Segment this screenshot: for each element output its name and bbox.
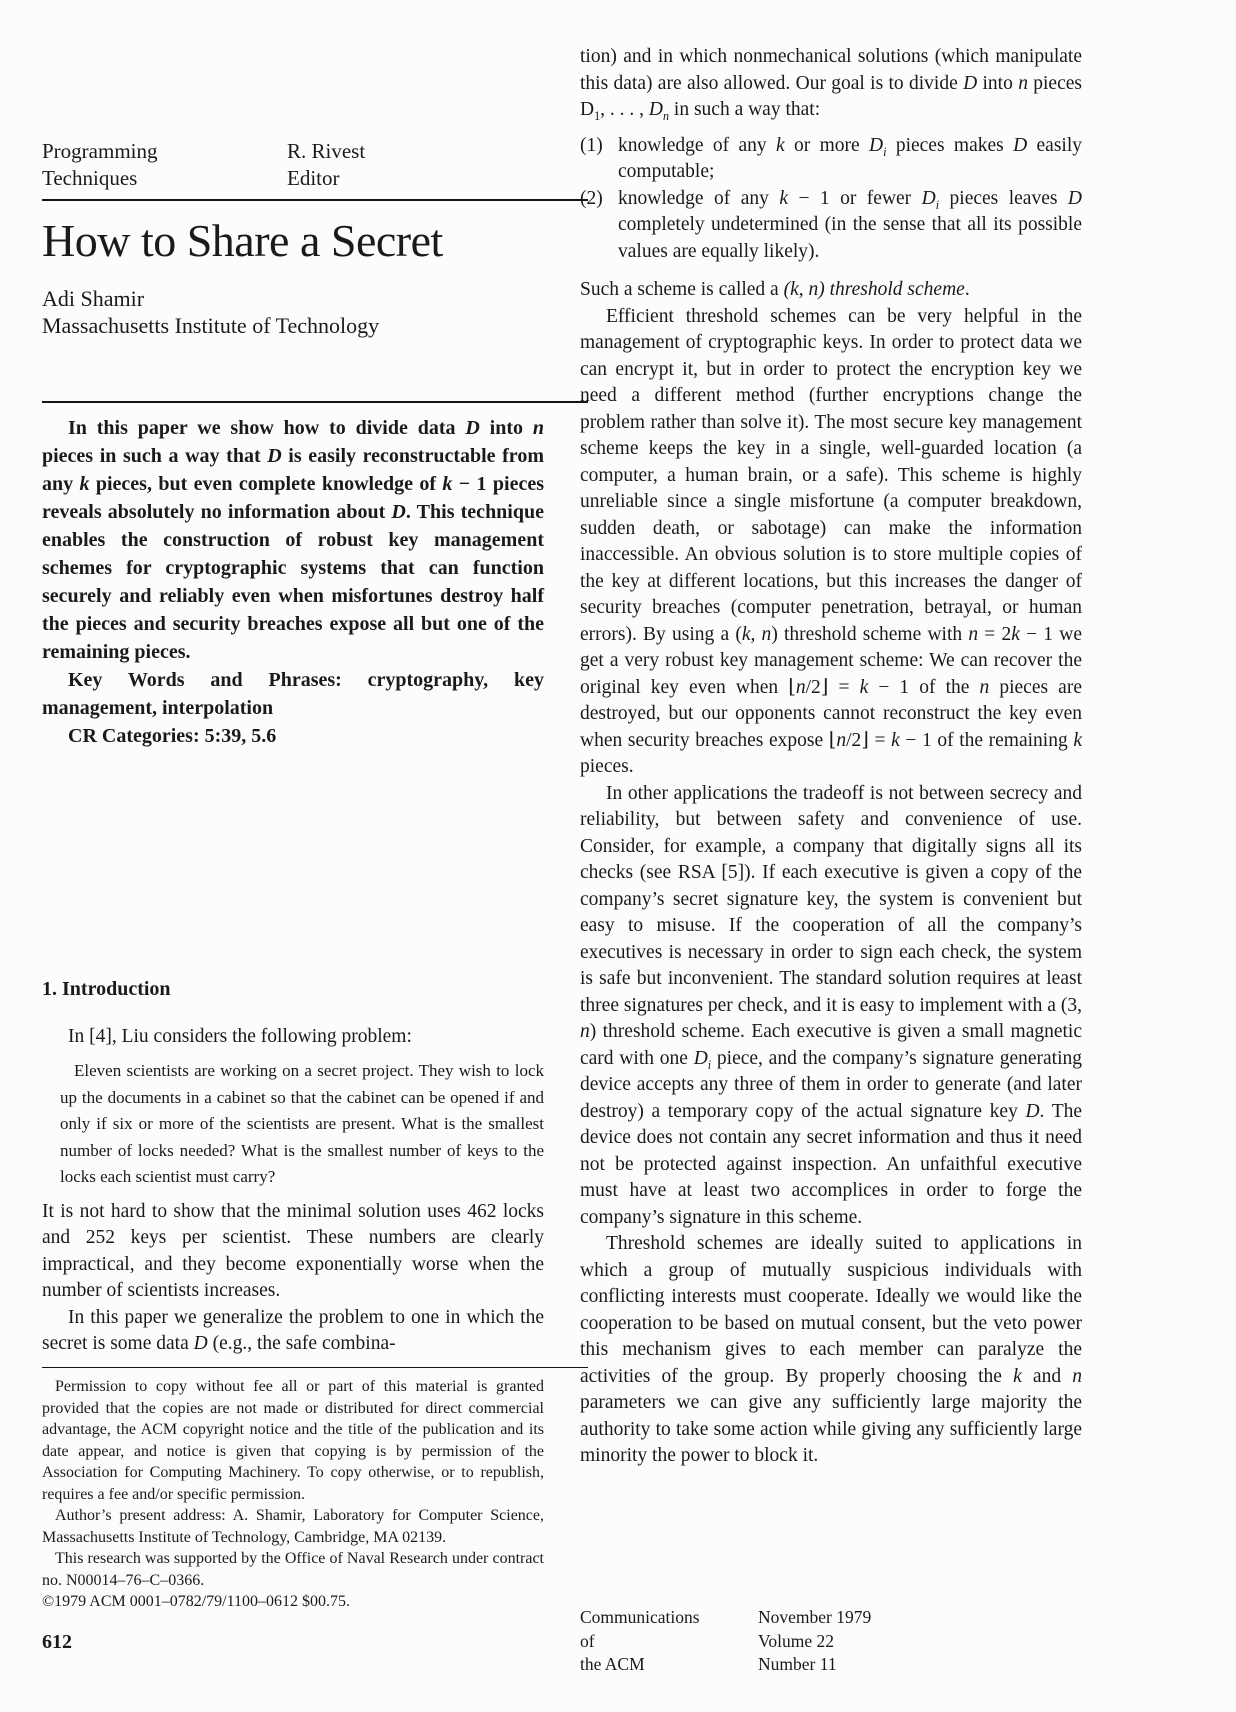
list-text-2: knowledge of any k − 1 or fewer $D_i$ pieces leaves D completely undetermined (in the sense that all its possible values are equally likely). bbox=[618, 187, 1082, 262]
paragraph-continuation: tion) and in which nonmechanical solutions (which manipulate this data) are also allowed. Our goal is to divide D into n pieces $D_1$, . . . , $D_n$ in such a way that: bbox=[580, 46, 1082, 123]
issue-info bbox=[758, 1606, 1082, 1677]
journal-name-line-3: the ACM bbox=[580, 1654, 645, 1674]
editor-name: R. Rivest bbox=[287, 139, 366, 163]
footnote-permission: Permission to copy without fee all or part of this material is granted provided that the copies are not made or distributed for direct commercial advantage, the ACM copyright notice and the title of the publication and its date appear, and notice is given that copying is by permission of the Association for Computing Machinery. To copy otherwise, or to republish, requires a fee and/or specific permission. bbox=[42, 1378, 544, 1503]
author-name: Adi Shamir bbox=[42, 285, 145, 311]
paper-title: How to Share a Secret bbox=[42, 215, 443, 266]
footnote-address: Author’s present address: A. Shamir, Laboratory for Computer Science, Massachusetts Institute of Technology, Cambridge, MA 02139. bbox=[42, 1507, 544, 1546]
header-rule bbox=[42, 199, 588, 201]
editor-credit bbox=[287, 138, 365, 192]
keywords-text: Key Words and Phrases: cryptography, key management, interpolation bbox=[42, 668, 544, 719]
paragraph-generalize: In this paper we generalize the problem to one in which the secret is some data D (e.g., the safe combina- bbox=[42, 1306, 544, 1355]
paragraph-other-applications: In other applications the tradeoff is not between secrecy and reliability, but between safety and convenience of use. Consider, for example, a company that digitally signs all its checks (see RSA [5]). If each executive is given a copy of the company’s secret signature key, the system is convenient but easy to misuse. If the cooperation of all the company’s executives is necessary in order to sign each check, the system is safe but inconvenient. The standard solution requires at least three signatures per check, and it is easy to implement with a (3, n) threshold scheme. Each executive is given a small magnetic card with one $D_i$ piece, and the company’s signature generating device accepts any three of them in order to generate (and later destroy) a temporary copy of the actual signature key D. The device does not contain any secret information and thus it need not be protected against inspection. An unfaithful executive must have at least two accomplices in order to forge the company’s signature in this scheme. bbox=[580, 782, 1083, 1228]
author-affiliation: Massachusetts Institute of Technology bbox=[42, 312, 380, 338]
journal-footer bbox=[580, 1606, 1082, 1677]
goal-list-item-2 bbox=[580, 186, 1082, 266]
abstract-rule bbox=[42, 401, 588, 403]
abstract-text: In this paper we show how to divide data D into n pieces in such a way that D is easily reconstructable from any k pieces, but even complete knowledge of k − 1 pieces reveals absolutely no information about D. This technique enables the construction of robust key management schemes for cryptographic systems that can function securely and reliably even when misfortunes destroy half the pieces and security breaches expose all but one of the remaining pieces. bbox=[42, 416, 545, 663]
paragraph-threshold-definition: Such a scheme is called a (k, n) threshold scheme. bbox=[580, 279, 970, 300]
department-line-2: Techniques bbox=[42, 166, 138, 190]
footnote-copyright: ©1979 ACM 0001–0782/79/1100–0612 $00.75. bbox=[42, 1593, 351, 1611]
issue-date: November 1979 bbox=[758, 1607, 872, 1627]
paragraph-locks-keys: It is not hard to show that the minimal solution uses 462 locks and 252 keys per scientist. These numbers are clearly impractical, and they become exponentially worse when the number of scientists increases. bbox=[42, 1200, 544, 1302]
list-marker-2: (2) bbox=[580, 187, 603, 209]
journal-name-line-2: of bbox=[580, 1630, 595, 1651]
issue-volume: Volume 22 bbox=[758, 1630, 834, 1651]
department-header bbox=[42, 138, 544, 192]
goal-list-item-1 bbox=[580, 133, 1082, 186]
right-column bbox=[580, 0, 1082, 1470]
footnote-rule bbox=[42, 1367, 588, 1369]
list-text-1: knowledge of any k or more $D_i$ pieces makes D easily computable; bbox=[618, 134, 1083, 182]
journal-name-line-1: Communications bbox=[580, 1607, 700, 1627]
paragraph-efficient-schemes: Efficient threshold schemes can be very helpful in the management of cryptographic keys. In order to protect data we can encrypt it, but in order to protect the encryption key we need a different method (further encryptions change the problem rather than solve it). The most secure key management scheme keeps the key in a single, well-guarded location (a computer, a human brain, or a safe). This scheme is highly unreliable since a single misfortune (a computer breakdown, sudden death, or sabotage) can make the information inaccessible. An obvious solution is to store multiple copies of the key at different locations, but this increases the danger of security breaches (computer penetration, betrayal, or human errors). By using a (k, n) threshold scheme with n = 2k − 1 we get a very robust key management scheme: We can recover the original key even when ⌊n/2⌋ = k − 1 of the n pieces are destroyed, but our opponents cannot reconstruct the key even when security breaches expose ⌊n/2⌋ = k − 1 of the remaining k pieces. bbox=[580, 305, 1082, 777]
department-name bbox=[42, 138, 287, 192]
left-column bbox=[42, 0, 544, 1654]
footnote-support: This research was supported by the Office of Naval Research under contract no. N00014–76–C–0366. bbox=[42, 1550, 544, 1589]
department-line-1: Programming bbox=[42, 139, 158, 163]
problem-quote: Eleven scientists are working on a secret project. They wish to lock up the documents in a cabinet so that the cabinet can be opened if and only if six or more of the scientists are present. What is the smallest number of locks needed? What is the smallest number of keys to the locks each scientist must carry? bbox=[60, 1061, 544, 1187]
journal-name bbox=[580, 1606, 758, 1677]
page-number: 612 bbox=[42, 1630, 72, 1653]
list-marker-1: (1) bbox=[580, 134, 603, 156]
paragraph-intro-lead: In [4], Liu considers the following problem: bbox=[68, 1025, 412, 1047]
paragraph-threshold-suited: Threshold schemes are ideally suited to applications in which a group of mutually suspicious individuals with conflicting interests must cooperate. Ideally we would like the cooperation to be based on mutual consent, but the veto power this mechanism gives to each member can paralyze the activities of the group. By properly choosing the k and n parameters we can give any sufficiently large majority the authority to take some action while giving any sufficiently large minority the power to block it. bbox=[580, 1233, 1082, 1466]
section-heading-introduction: 1. Introduction bbox=[42, 977, 171, 1000]
issue-number: Number 11 bbox=[758, 1654, 837, 1674]
cr-categories: CR Categories: 5:39, 5.6 bbox=[68, 724, 277, 747]
editor-role: Editor bbox=[287, 166, 340, 190]
goal-list bbox=[580, 133, 1082, 266]
